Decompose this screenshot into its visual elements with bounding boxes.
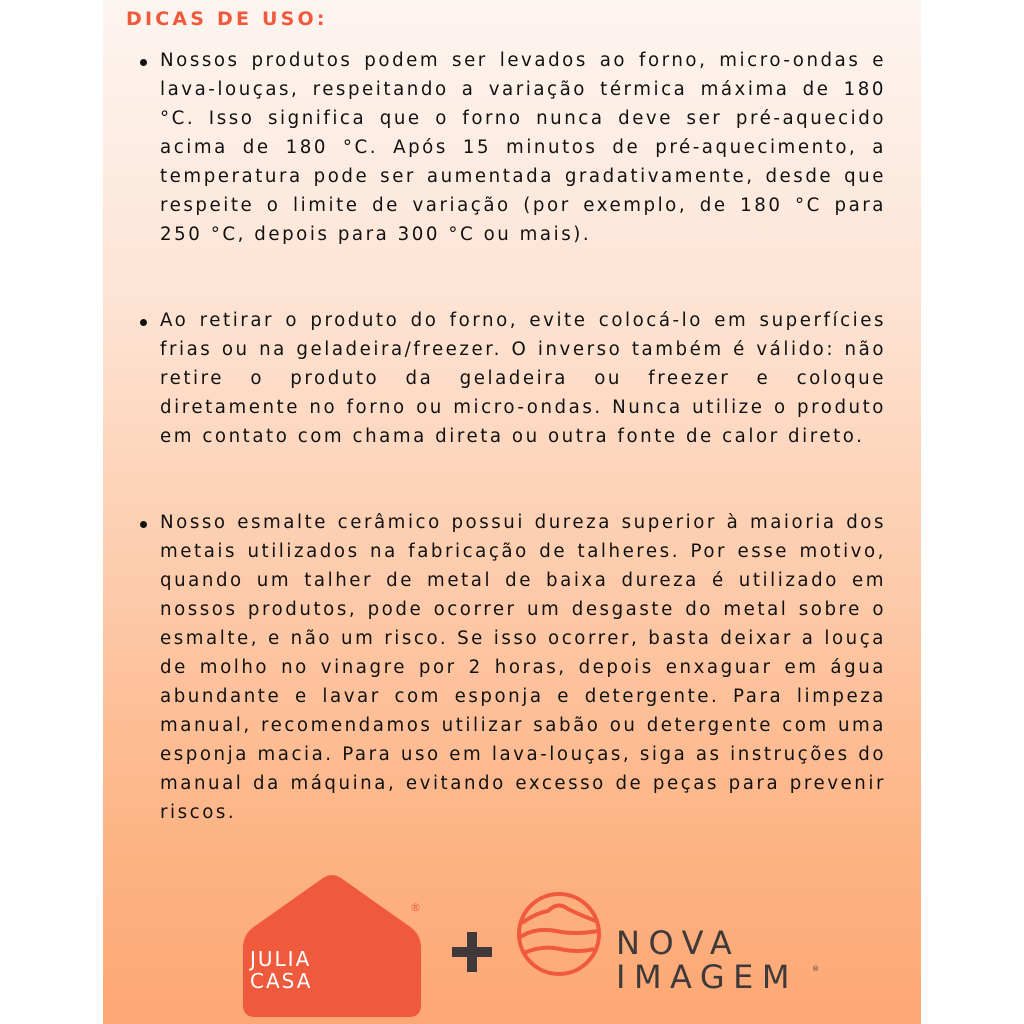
plus-icon (452, 932, 492, 972)
bullet-icon (140, 521, 147, 528)
nova-imagem-logo-text (616, 925, 798, 997)
page-title: DICAS DE USO: (126, 8, 328, 30)
nova-imagem-circle-icon (516, 891, 602, 977)
julia-casa-line1: JULIA (250, 947, 312, 971)
bullet-icon (140, 59, 147, 66)
julia-casa-line2: CASA (250, 969, 313, 993)
registered-mark: ® (812, 965, 819, 973)
logos-row (0, 870, 1024, 1020)
list-item-text: Nossos produtos podem ser levados ao forno, micro-ondas e lava-louças, respeitando a variação térmica máxima de 180 °C. Isso significa que o forno nunca deve ser pré-aquecido acima de 180 °C. Após 15 minutos de pré-aquecimento, a temperatura pode ser aumentada gradativamente, desde que respeite o limite de variação (por exemplo, de 180 °C para 250 °C, depois para 300 °C ou mais). (160, 50, 886, 245)
julia-casa-house-icon (241, 874, 423, 1017)
nova-imagem-line2: IMAGEM (616, 958, 798, 996)
julia-casa-logo-text (250, 948, 312, 992)
registered-mark: ® (410, 901, 421, 914)
list-item-text: Nosso esmalte cerâmico possui dureza superior à maioria dos metais utilizados na fabricação de talheres. Por esse motivo, quando um talher de metal de baixa dureza é utilizado em nossos produtos, pode ocorrer um desgaste do metal sobre o esmalte, e não um risco. Se isso ocorrer, basta deixar a louça de molho no vinagre por 2 horas, depois enxaguar em água abundante e lavar com esponja e detergente. Para limpeza manual, recomendamos utilizar sabão ou detergente com uma esponja macia. Para uso em lava-louças, siga as instruções do manual da máquina, evitando excesso de peças para prevenir riscos. (160, 512, 886, 823)
list-item-text: Ao retirar o produto do forno, evite colocá-lo em superfícies frias ou na geladeira/freezer. O inverso também é válido: não retire o produto da geladeira ou freezer e coloque diretamente no forno ou micro-ondas. Nunca utilize o produto em contato com chama direta ou outra fonte de calor direto. (160, 310, 886, 447)
nova-imagem-line1: NOVA (616, 924, 741, 962)
bullet-icon (140, 319, 147, 326)
